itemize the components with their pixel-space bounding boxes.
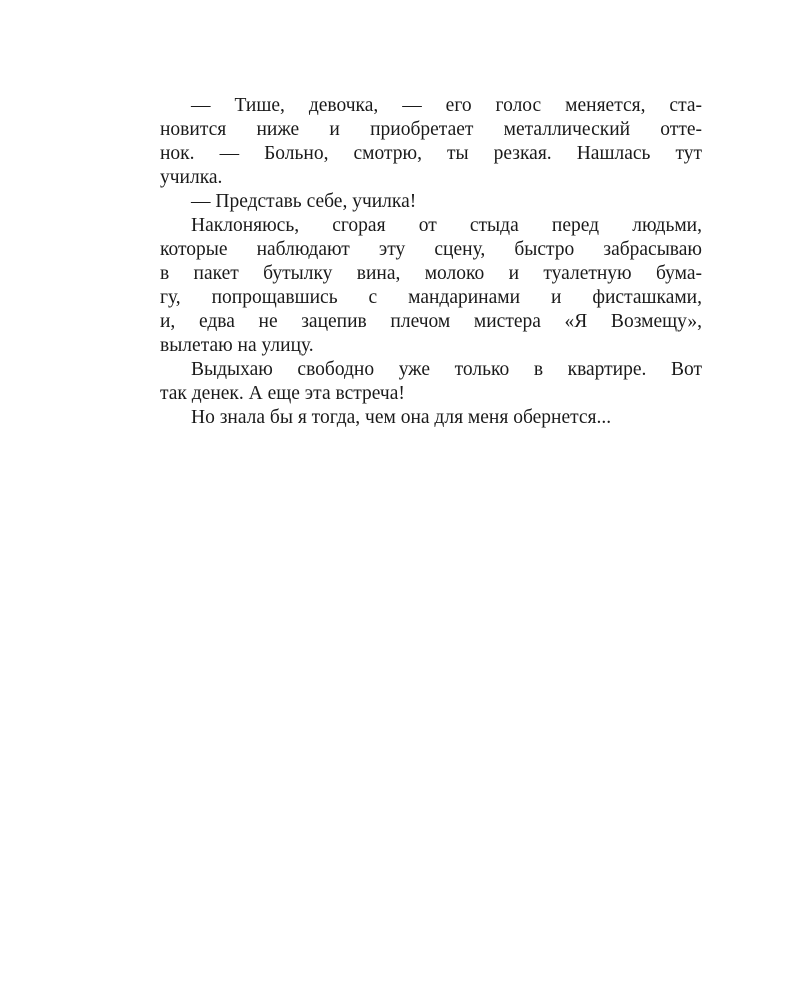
text-line: Наклоняюсь, сгорая от стыда перед людьми, <box>191 215 702 236</box>
text-line: новится ниже и приобретает металлический отте- <box>160 119 702 140</box>
text-line: нок. — Больно, смотрю, ты резкая. Нашлась тут <box>160 143 702 164</box>
text-line: училка. <box>160 167 223 188</box>
text-line: вылетаю на улицу. <box>160 335 314 356</box>
text-block <box>160 94 702 430</box>
text-line: так денек. А еще эта встреча! <box>160 383 405 404</box>
text-line: и, едва не зацепив плечом мистера «Я Возмещу», <box>160 311 702 332</box>
text-line: гу, попрощавшись с мандаринами и фисташками, <box>160 287 702 308</box>
text-line: — Представь себе, училка! <box>191 191 417 212</box>
text-line: в пакет бутылку вина, молоко и туалетную бума- <box>160 263 702 284</box>
text-line: — Тише, девочка, — его голос меняется, ста- <box>191 95 702 116</box>
text-line: Но знала бы я тогда, чем она для меня обернется... <box>191 407 612 428</box>
text-line: Выдыхаю свободно уже только в квартире. Вот <box>191 359 702 380</box>
text-line: которые наблюдают эту сцену, быстро забрасываю <box>160 239 702 260</box>
